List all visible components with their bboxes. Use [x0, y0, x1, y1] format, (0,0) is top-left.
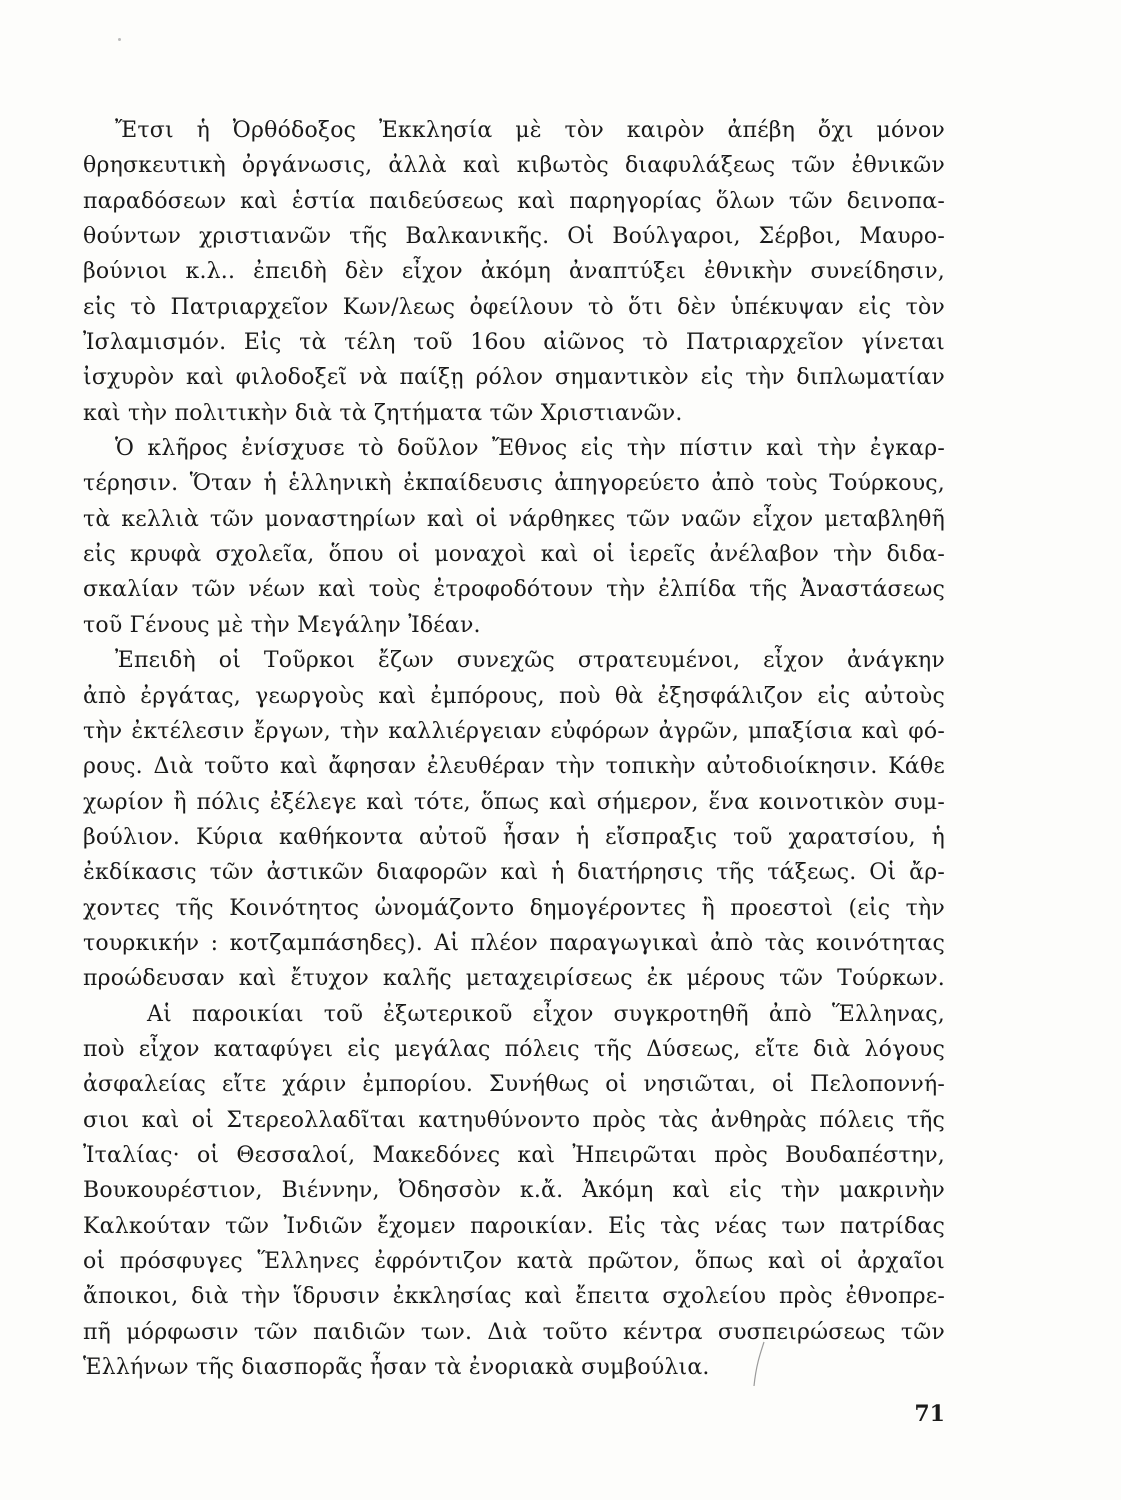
- text-line: ἰσχυρὸν καὶ φιλοδοξεῖ νὰ παίξῃ ρόλον σημαντικὸν εἰς τὴν διπλωματίαν: [83, 365, 945, 391]
- pencil-mark-icon: [748, 1340, 768, 1390]
- text-line: εἰς κρυφὰ σχολεῖα, ὅπου οἱ μοναχοὶ καὶ οἱ ἱερεῖς ἀνέλαβον τὴν διδα-: [83, 542, 945, 568]
- text-line: Ἰσλαμισμόν. Εἰς τὰ τέλη τοῦ 16ου αἰῶνος τὸ Πατριαρχεῖον γίνεται: [83, 330, 945, 356]
- text-line: εἰς τὸ Πατριαρχεῖον Κων/λεως ὀφείλουν τὸ ὅτι δὲν ὑπέκυψαν εἰς τὸν: [83, 294, 945, 320]
- text-line: καὶ τὴν πολιτικὴν διὰ τὰ ζητήματα τῶν Χριστιανῶν.: [83, 400, 683, 426]
- text-line: προώδευσαν καὶ ἔτυχον καλῆς μεταχειρίσεως ἐκ μέρους τῶν Τούρκων.: [83, 966, 945, 992]
- text-line: Ἑλλήνων τῆς διασπορᾶς ἦσαν τὰ ἐνοριακὰ συμβούλια.: [83, 1355, 710, 1381]
- body-text: [83, 113, 945, 1385]
- text-line: θρησκευτικὴ ὀργάνωσις, ἀλλὰ καὶ κιβωτὸς διαφυλάξεως τῶν ἐθνικῶν: [83, 153, 945, 179]
- speck-mark: [118, 38, 121, 41]
- text-line: τὰ κελλιὰ τῶν μοναστηρίων καὶ οἱ νάρθηκες τῶν ναῶν εἶχον μεταβληθῆ: [83, 506, 945, 532]
- text-line: τουρκικήν : κοτζαμπάσηδες). Αἱ πλέον παραγωγικαὶ ἀπὸ τὰς κοινότητας: [83, 930, 945, 956]
- text-line: τοῦ Γένους μὲ τὴν Μεγάλην Ἰδέαν.: [83, 612, 481, 638]
- text-line: παραδόσεων καὶ ἑστία παιδεύσεως καὶ παρηγορίας ὅλων τῶν δεινοπα-: [83, 188, 945, 214]
- text-line: οἱ πρόσφυγες Ἕλληνες ἐφρόντιζον κατὰ πρῶτον, ὅπως καὶ οἱ ἀρχαῖοι: [83, 1249, 945, 1274]
- text-line: ἐκδίκασις τῶν ἀστικῶν διαφορῶν καὶ ἡ διατήρησις τῆς τάξεως. Οἱ ἄρ-: [83, 860, 945, 886]
- text-line: τὴν ἐκτέλεσιν ἔργων, τὴν καλλιέργειαν εὐφόρων ἀγρῶν, μπαξίσια καὶ φό-: [83, 718, 945, 744]
- text-line: βούλιον. Κύρια καθήκοντα αὐτοῦ ἦσαν ἡ εἴσπραξις τοῦ χαρατσίου, ἡ: [83, 824, 945, 850]
- text-line: βούνιοι κ.λ.. ἐπειδὴ δὲν εἶχον ἀκόμη ἀναπτύξει ἐθνικὴν συνείδησιν,: [83, 259, 945, 285]
- text-line: τέρησιν. Ὅταν ἡ ἑλληνικὴ ἐκπαίδευσις ἀπηγορεύετο ἀπὸ τοὺς Τούρκους,: [83, 471, 945, 497]
- page-number: 71: [914, 1401, 945, 1427]
- text-line: ἀπὸ ἐργάτας, γεωργοὺς καὶ ἐμπόρους, ποὺ θὰ ἐξησφάλιζον εἰς αὐτοὺς: [83, 683, 945, 709]
- text-line: Αἱ παροικίαι τοῦ ἐξωτερικοῦ εἶχον συγκροτηθῆ ἀπὸ Ἕλληνας,: [147, 1001, 945, 1027]
- text-line: Βουκουρέστιον, Βιέννην, Ὀδησσὸν κ.ἄ. Ἀκόμη καὶ εἰς τὴν μακρινὴν: [83, 1178, 945, 1204]
- text-line: ποὺ εἶχον καταφύγει εἰς μεγάλας πόλεις τῆς Δύσεως, εἴτε διὰ λόγους: [83, 1036, 945, 1062]
- text-line: Ἔτσι ἡ Ὀρθόδοξος Ἐκκλησία μὲ τὸν καιρὸν ἀπέβη ὄχι μόνον: [115, 118, 945, 143]
- text-line: θούντων χριστιανῶν τῆς Βαλκανικῆς. Οἱ Βούλγαροι, Σέρβοι, Μαυρο-: [83, 224, 945, 250]
- text-line: ἀσφαλείας εἴτε χάριν ἐμπορίου. Συνήθως οἱ νησιῶται, οἱ Πελοποννή-: [83, 1072, 945, 1098]
- text-line: πῆ μόρφωσιν τῶν παιδιῶν των. Διὰ τοῦτο κέντρα συσπειρώσεως τῶν: [83, 1319, 945, 1345]
- text-line: Ἐπειδὴ οἱ Τοῦρκοι ἔζων συνεχῶς στρατευμένοι, εἶχον ἀνάγκην: [115, 648, 945, 674]
- text-line: χοντες τῆς Κοινότητος ὠνομάζοντο δημογέροντες ἢ προεστοὶ (εἰς τὴν: [83, 895, 945, 921]
- text-line: ρους. Διὰ τοῦτο καὶ ἄφησαν ἐλευθέραν τὴν τοπικὴν αὐτοδιοίκησιν. Κάθε: [83, 754, 945, 780]
- text-line: σκαλίαν τῶν νέων καὶ τοὺς ἐτροφοδότουν τὴν ἐλπίδα τῆς Ἀναστάσεως: [83, 577, 945, 603]
- text-line: Καλκούταν τῶν Ἰνδιῶν ἔχομεν παροικίαν. Εἰς τὰς νέας των πατρίδας: [83, 1213, 945, 1239]
- text-line: σιοι καὶ οἱ Στερεολλαδῖται κατηυθύνοντο πρὸς τὰς ἀνθηρὰς πόλεις τῆς: [83, 1107, 945, 1133]
- text-line: Ὁ κλῆρος ἐνίσχυσε τὸ δοῦλον Ἔθνος εἰς τὴν πίστιν καὶ τὴν ἐγκαρ-: [115, 436, 945, 462]
- text-line: ἄποικοι, διὰ τὴν ἵδρυσιν ἐκκλησίας καὶ ἔπειτα σχολείου πρὸς ἐθνοπρε-: [83, 1284, 945, 1310]
- text-line: Ἰταλίας· οἱ Θεσσαλοί, Μακεδόνες καὶ Ἠπειρῶται πρὸς Βουδαπέστην,: [83, 1142, 945, 1168]
- text-line: χωρίον ἢ πόλις ἐξέλεγε καὶ τότε, ὅπως καὶ σήμερον, ἕνα κοινοτικὸν συμ-: [83, 789, 945, 815]
